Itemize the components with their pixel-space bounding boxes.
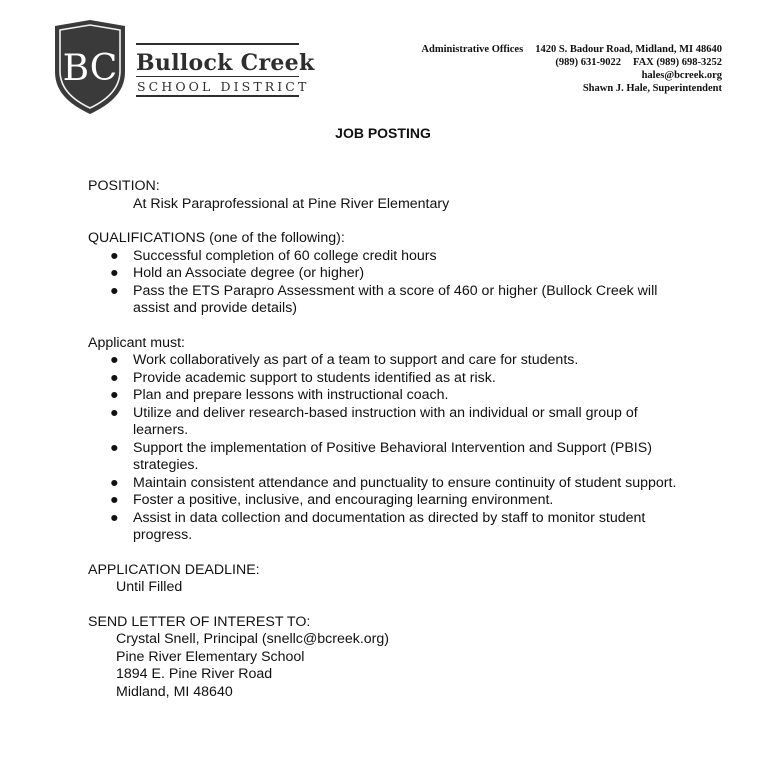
list-item: ● Work collaboratively as part of a team to support and care for students. — [110, 352, 579, 368]
bullet-icon: ● — [110, 404, 119, 421]
office-phone: (989) 631-9022 — [555, 57, 621, 68]
send-school-line: Pine River Elementary School — [116, 648, 305, 665]
list-item: ● Successful completion of 60 college credit hours — [110, 247, 437, 264]
office-email[interactable]: hales@bcreek.org — [641, 70, 722, 81]
office-fax: FAX (989) 698-3252 — [632, 57, 722, 68]
bullet-icon: ● — [110, 265, 119, 281]
logo-subtitle: SCHOOL DISTRICT — [137, 79, 310, 94]
bullet-icon: ● — [110, 369, 119, 386]
logo-rule-middle — [136, 76, 299, 77]
send-heading: SEND LETTER OF INTEREST TO: — [88, 613, 311, 630]
list-item: ● Provide academic support to students identified as at risk. — [110, 369, 496, 386]
bullet-icon: ● — [110, 492, 119, 508]
logo-rule-bottom — [136, 95, 299, 97]
district-logo — [51, 20, 315, 116]
bullet-icon: ● — [110, 439, 119, 456]
bullet-icon: ● — [110, 247, 119, 264]
qualifications-heading: QUALIFICATIONS (one of the following): — [88, 230, 345, 246]
deadline-heading: APPLICATION DEADLINE: — [88, 561, 260, 578]
bullet-icon: ● — [110, 509, 119, 526]
applicant-list — [88, 352, 688, 545]
logo-monogram: BC — [62, 48, 118, 89]
office-label: Administrative Offices — [421, 44, 524, 55]
logo-rule-top — [136, 43, 299, 45]
position-value: At Risk Paraprofessional at Pine River Elementary — [133, 195, 450, 212]
page-title: JOB POSTING — [335, 125, 431, 141]
send-contact-line: Crystal Snell, Principal (snellc@bcreek.org) — [116, 631, 390, 647]
office-address: 1420 S. Badour Road, Midland, MI 48640 — [535, 44, 722, 55]
list-item: ● Maintain consistent attendance and punctuality to ensure continuity of student support. — [110, 474, 677, 491]
bullet-icon: ● — [110, 282, 119, 299]
bullet-icon: ● — [110, 352, 119, 368]
qualifications-list — [88, 248, 688, 318]
position-heading: POSITION: — [88, 178, 160, 194]
list-item: ● Hold an Associate degree (or higher) — [110, 265, 365, 281]
office-superintendent: Shawn J. Hale, Superintendent — [582, 83, 722, 94]
list-item: ● Support the implementation of Positive Behavioral Intervention and Support (PBIS) strategies. — [110, 439, 652, 473]
list-item: ● Plan and prepare lessons with instructional coach. — [110, 387, 449, 403]
list-item: ● Assist in data collection and documentation as directed by staff to monitor student progress. — [110, 509, 646, 543]
list-item: ● Pass the ETS Parapro Assessment with a score of 460 or higher (Bullock Creek will assist and provide details) — [110, 282, 658, 316]
applicant-heading: Applicant must: — [88, 334, 185, 351]
shield-icon — [51, 20, 129, 115]
deadline-value: Until Filled — [116, 579, 183, 595]
send-city-line: Midland, MI 48640 — [116, 683, 233, 700]
office-contact-block — [362, 43, 722, 95]
bullet-icon: ● — [110, 387, 119, 403]
posting-body — [88, 178, 688, 701]
list-item: ● Utilize and deliver research-based instruction with an individual or small group of learners. — [110, 404, 638, 438]
send-street-line: 1894 E. Pine River Road — [116, 666, 273, 682]
list-item: ● Foster a positive, inclusive, and encouraging learning environment. — [110, 492, 554, 508]
logo-name: Bullock Creek — [136, 50, 315, 76]
bullet-icon: ● — [110, 474, 119, 491]
